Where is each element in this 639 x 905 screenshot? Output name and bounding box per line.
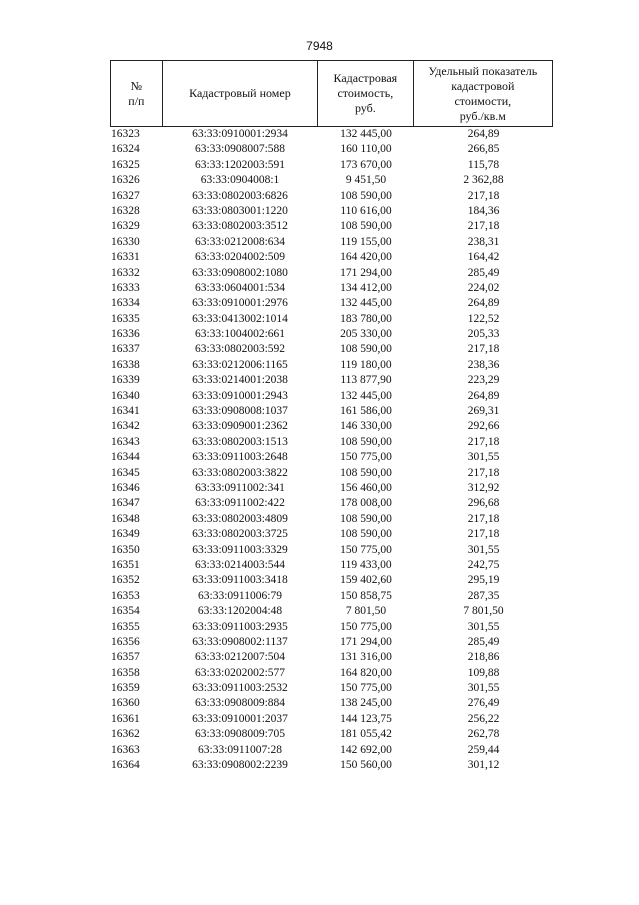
unit-indicator: 256,22	[467, 712, 500, 725]
row-number: 16364	[111, 759, 140, 772]
row-number: 16335	[111, 312, 140, 325]
row-number: 16354	[111, 605, 140, 618]
cadastral-number: 63:33:0212007:504	[194, 651, 286, 664]
unit-indicator: 264,89	[467, 297, 500, 310]
row-number: 16347	[111, 497, 140, 510]
table-row	[110, 466, 553, 481]
cadastral-value: 150 775,00	[340, 543, 392, 556]
row-number: 16332	[111, 266, 140, 279]
unit-indicator: 264,89	[467, 128, 500, 140]
cadastral-number: 63:33:0910001:2943	[192, 389, 288, 402]
unit-indicator: 242,75	[467, 558, 500, 571]
unit-indicator: 217,18	[467, 466, 500, 479]
cadastral-number: 63:33:0802003:3512	[192, 220, 288, 233]
row-number: 16350	[111, 543, 140, 556]
row-number: 16341	[111, 405, 140, 418]
unit-indicator: 301,12	[467, 759, 500, 772]
row-number: 16353	[111, 589, 140, 602]
cadastral-number: 63:33:0802003:6826	[192, 189, 288, 202]
cadastral-number: 63:33:0910001:2037	[192, 712, 288, 725]
cadastral-value: 164 420,00	[340, 251, 392, 264]
unit-indicator: 217,18	[467, 528, 500, 541]
row-number: 16352	[111, 574, 140, 587]
unit-indicator: 296,68	[467, 497, 500, 510]
cadastral-number: 63:33:0214003:544	[194, 558, 286, 571]
cadastral-number: 63:33:0202002:577	[194, 666, 286, 679]
unit-indicator: 217,18	[467, 189, 500, 202]
table-row	[110, 219, 553, 234]
table-header	[110, 60, 553, 127]
unit-indicator: 301,55	[467, 543, 500, 556]
row-number: 16324	[111, 143, 140, 156]
cadastral-number: 63:33:0802003:1513	[192, 435, 288, 448]
cadastral-value: 171 294,00	[340, 266, 392, 279]
cadastral-number: 63:33:0802003:3725	[192, 528, 288, 541]
cadastral-number: 63:33:0910001:2934	[192, 128, 288, 140]
row-number: 16345	[111, 466, 140, 479]
cadastral-value: 138 245,00	[340, 697, 392, 710]
cadastral-number: 63:33:0908007:588	[194, 143, 286, 156]
cadastral-value: 131 316,00	[340, 651, 392, 664]
table-row	[110, 281, 553, 296]
row-number: 16337	[111, 343, 140, 356]
row-number: 16342	[111, 420, 140, 433]
unit-indicator: 184,36	[467, 204, 500, 217]
table-row	[110, 496, 553, 511]
table-row	[110, 543, 553, 558]
cadastral-number: 63:33:0911003:2532	[192, 682, 288, 695]
table-row	[110, 404, 553, 419]
cadastral-value: 150 775,00	[340, 620, 392, 633]
table-row	[110, 666, 553, 681]
cadastral-number: 63:33:0908009:705	[194, 728, 286, 741]
row-number: 16325	[111, 158, 140, 171]
page-number: 7948	[306, 39, 333, 53]
cadastral-value: 159 402,60	[340, 574, 392, 587]
table-row	[110, 681, 553, 696]
cadastral-value: 108 590,00	[340, 528, 392, 541]
table-row	[110, 481, 553, 496]
row-number: 16331	[111, 251, 140, 264]
cadastral-value: 160 110,00	[340, 143, 392, 156]
table-row	[110, 589, 553, 604]
cadastral-value: 205 330,00	[340, 328, 392, 341]
table-row	[110, 342, 553, 357]
cadastral-number: 63:33:0911003:3329	[192, 543, 288, 556]
row-number: 16323	[111, 128, 140, 140]
unit-indicator: 269,31	[467, 405, 500, 418]
table-row	[110, 435, 553, 450]
cadastral-value: 150 560,00	[340, 759, 392, 772]
unit-indicator: 301,55	[467, 451, 500, 464]
row-number: 16330	[111, 235, 140, 248]
cadastral-number: 63:33:0604001:534	[194, 281, 286, 294]
row-number: 16360	[111, 697, 140, 710]
table-row	[110, 204, 553, 219]
unit-indicator: 262,78	[467, 728, 500, 741]
table-row	[110, 558, 553, 573]
cadastral-value: 164 820,00	[340, 666, 392, 679]
cadastral-value: 144 123,75	[340, 712, 392, 725]
row-number: 16334	[111, 297, 140, 310]
cadastral-value: 119 155,00	[340, 235, 392, 248]
table-row	[110, 327, 553, 342]
table-row	[110, 189, 553, 204]
table-row	[110, 696, 553, 711]
table-row	[110, 419, 553, 434]
unit-indicator: 218,86	[467, 651, 500, 664]
table-row	[110, 712, 553, 727]
row-number: 16346	[111, 481, 140, 494]
header-cadastral-value: Кадастровая стоимость, руб.	[318, 61, 414, 126]
unit-indicator: 301,55	[467, 620, 500, 633]
table-row	[110, 758, 553, 773]
cadastral-value: 142 692,00	[340, 743, 392, 756]
table-row	[110, 250, 553, 265]
cadastral-number: 63:33:0911002:341	[195, 481, 285, 494]
unit-indicator: 238,36	[467, 358, 500, 371]
unit-indicator: 238,31	[467, 235, 500, 248]
cadastral-value: 171 294,00	[340, 635, 392, 648]
unit-indicator: 115,78	[467, 158, 500, 171]
unit-indicator: 122,52	[467, 312, 500, 325]
cadastral-number: 63:33:0212008:634	[194, 235, 286, 248]
cadastral-value: 108 590,00	[340, 189, 392, 202]
cadastral-number: 63:33:0911002:422	[195, 497, 285, 510]
table-row	[110, 604, 553, 619]
cadastral-number: 63:33:0908002:2239	[192, 759, 288, 772]
header-num: № п/п	[111, 61, 163, 126]
row-number: 16327	[111, 189, 140, 202]
unit-indicator: 259,44	[467, 743, 500, 756]
unit-indicator: 223,29	[467, 374, 500, 387]
cadastral-number: 63:33:1202004:48	[197, 605, 283, 618]
table-row	[110, 173, 553, 188]
cadastral-value: 108 590,00	[340, 343, 392, 356]
cadastral-number: 63:33:0908009:884	[194, 697, 286, 710]
table-row	[110, 127, 553, 142]
header-cadastral-number: Кадастровый номер	[163, 61, 318, 126]
table-row	[110, 450, 553, 465]
cadastral-value: 7 801,50	[345, 605, 387, 618]
cadastral-number: 63:33:0911003:2935	[192, 620, 288, 633]
row-number: 16359	[111, 682, 140, 695]
cadastral-value: 108 590,00	[340, 220, 392, 233]
row-number: 16362	[111, 728, 140, 741]
cadastral-value: 132 445,00	[340, 297, 392, 310]
table-row	[110, 373, 553, 388]
cadastral-value: 108 590,00	[340, 435, 392, 448]
cadastral-number: 63:33:0911003:3418	[192, 574, 288, 587]
unit-indicator: 217,18	[467, 512, 500, 525]
row-number: 16339	[111, 374, 140, 387]
table-body	[110, 127, 553, 773]
row-number: 16348	[111, 512, 140, 525]
row-number: 16361	[111, 712, 140, 725]
table-row	[110, 312, 553, 327]
table-row	[110, 358, 553, 373]
row-number: 16340	[111, 389, 140, 402]
row-number: 16336	[111, 328, 140, 341]
unit-indicator: 266,85	[467, 143, 500, 156]
row-number: 16351	[111, 558, 140, 571]
cadastral-number: 63:33:0803001:1220	[192, 204, 288, 217]
cadastral-value: 119 433,00	[340, 558, 392, 571]
cadastral-value: 134 412,00	[340, 281, 392, 294]
cadastral-value: 183 780,00	[340, 312, 392, 325]
cadastral-number: 63:33:0802003:4809	[192, 512, 288, 525]
table-row	[110, 743, 553, 758]
row-number: 16338	[111, 358, 140, 371]
cadastral-value: 178 008,00	[340, 497, 392, 510]
unit-indicator: 217,18	[467, 343, 500, 356]
cadastral-number: 63:33:0802003:592	[194, 343, 286, 356]
cadastral-number: 63:33:1004002:661	[194, 328, 286, 341]
cadastral-number: 63:33:0904008:1	[200, 174, 280, 187]
cadastral-value: 150 775,00	[340, 682, 392, 695]
cadastral-value: 119 180,00	[340, 358, 392, 371]
unit-indicator: 292,66	[467, 420, 500, 433]
cadastral-number: 63:33:0911006:79	[198, 589, 282, 602]
row-number: 16358	[111, 666, 140, 679]
cadastral-number: 63:33:0212006:1165	[192, 358, 288, 371]
row-number: 16326	[111, 174, 140, 187]
cadastral-value: 108 590,00	[340, 512, 392, 525]
cadastral-value: 181 055,42	[340, 728, 392, 741]
row-number: 16356	[111, 635, 140, 648]
cadastral-number: 63:33:0413002:1014	[192, 312, 288, 325]
cadastral-number: 63:33:0908002:1137	[192, 635, 288, 648]
cadastral-number: 63:33:0214001:2038	[192, 374, 288, 387]
cadastral-number: 63:33:0204002:509	[194, 251, 286, 264]
unit-indicator: 164,42	[467, 251, 500, 264]
unit-indicator: 7 801,50	[463, 605, 504, 618]
cadastral-number: 63:33:0911003:2648	[192, 451, 288, 464]
cadastral-number: 63:33:0909001:2362	[192, 420, 288, 433]
unit-indicator: 312,92	[467, 481, 500, 494]
unit-indicator: 285,49	[467, 635, 500, 648]
cadastral-number: 63:33:0908002:1080	[192, 266, 288, 279]
cadastral-number: 63:33:0908008:1037	[192, 405, 288, 418]
table-row	[110, 158, 553, 173]
cadastral-value: 110 616,00	[340, 204, 392, 217]
unit-indicator: 109,88	[467, 666, 500, 679]
row-number: 16329	[111, 220, 140, 233]
unit-indicator: 2 362,88	[463, 174, 504, 187]
cadastral-value: 146 330,00	[340, 420, 392, 433]
row-number: 16355	[111, 620, 140, 633]
table-row	[110, 142, 553, 157]
cadastral-value: 161 586,00	[340, 405, 392, 418]
cadastral-number: 63:33:1202003:591	[194, 158, 286, 171]
cadastral-value: 132 445,00	[340, 389, 392, 402]
unit-indicator: 287,35	[467, 589, 500, 602]
table-row	[110, 389, 553, 404]
table-row	[110, 727, 553, 742]
cadastral-number: 63:33:0802003:3822	[192, 466, 288, 479]
unit-indicator: 224,02	[467, 281, 500, 294]
unit-indicator: 217,18	[467, 435, 500, 448]
row-number: 16333	[111, 281, 140, 294]
row-number: 16328	[111, 204, 140, 217]
header-unit-indicator: Удельный показатель кадастровой стоимости, руб./кв.м	[428, 63, 538, 123]
table-row	[110, 296, 553, 311]
cadastral-number: 63:33:0910001:2976	[192, 297, 288, 310]
row-number: 16357	[111, 651, 140, 664]
cadastral-value: 173 670,00	[340, 158, 392, 171]
table-row	[110, 266, 553, 281]
cadastral-number: 63:33:0911007:28	[198, 743, 282, 756]
table-row	[110, 650, 553, 665]
unit-indicator: 285,49	[467, 266, 500, 279]
cadastral-value: 108 590,00	[340, 466, 392, 479]
table-row	[110, 527, 553, 542]
table-row	[110, 235, 553, 250]
row-number: 16363	[111, 743, 140, 756]
unit-indicator: 276,49	[467, 697, 500, 710]
table-row	[110, 620, 553, 635]
cadastral-table	[110, 60, 553, 773]
cadastral-value: 150 858,75	[340, 589, 392, 602]
table-row	[110, 635, 553, 650]
cadastral-value: 113 877,90	[340, 374, 392, 387]
unit-indicator: 264,89	[467, 389, 500, 402]
unit-indicator: 205,33	[467, 328, 500, 341]
cadastral-value: 132 445,00	[340, 128, 392, 140]
unit-indicator: 301,55	[467, 682, 500, 695]
row-number: 16344	[111, 451, 140, 464]
cadastral-value: 9 451,50	[345, 174, 387, 187]
table-row	[110, 573, 553, 588]
unit-indicator: 217,18	[467, 220, 500, 233]
row-number: 16349	[111, 528, 140, 541]
row-number: 16343	[111, 435, 140, 448]
table-row	[110, 512, 553, 527]
cadastral-value: 156 460,00	[340, 481, 392, 494]
unit-indicator: 295,19	[467, 574, 500, 587]
cadastral-value: 150 775,00	[340, 451, 392, 464]
